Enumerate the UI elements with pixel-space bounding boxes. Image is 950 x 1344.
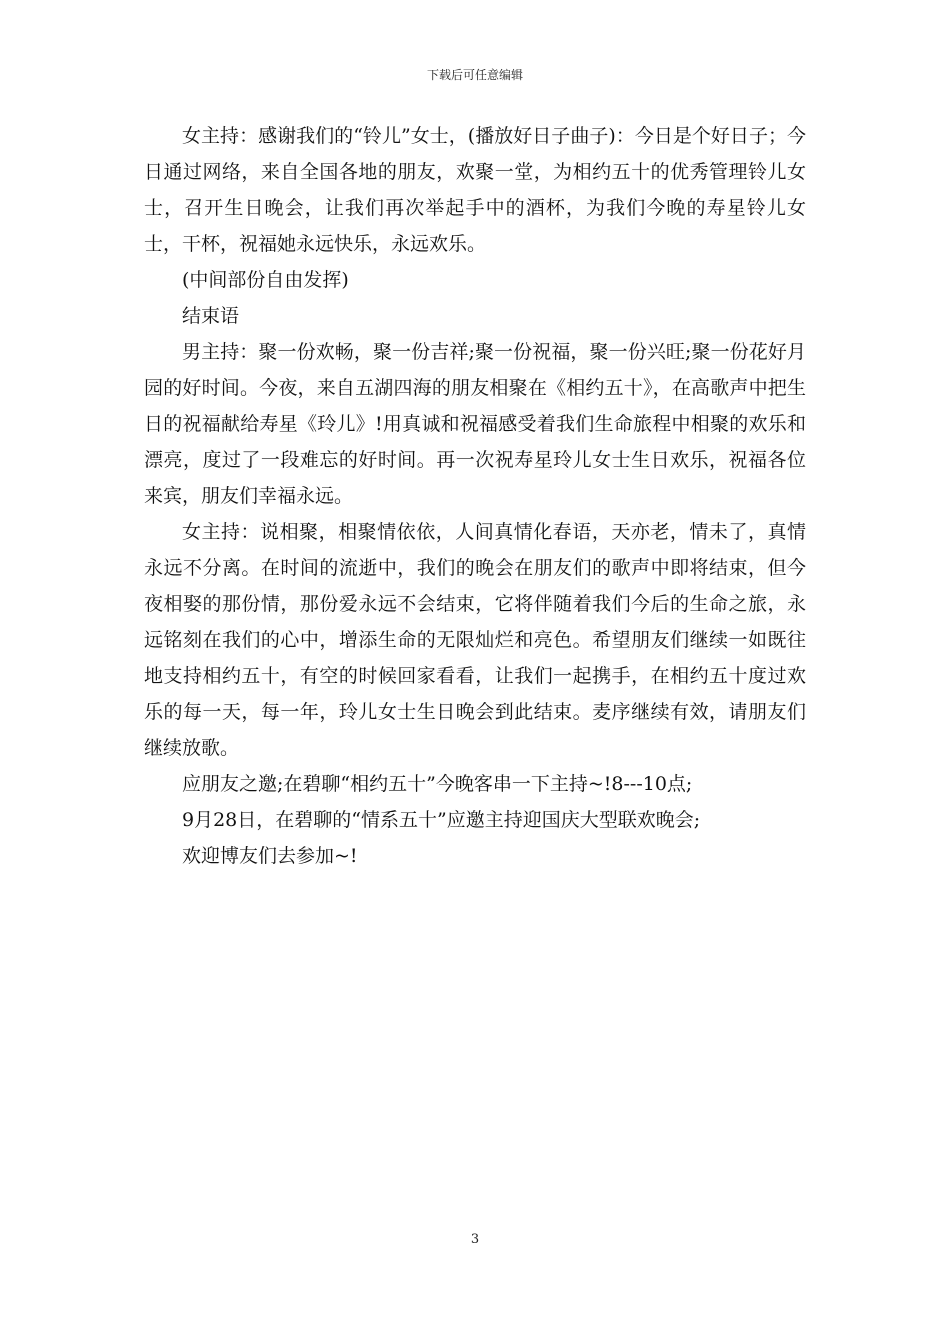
page-number: 3 — [470, 1232, 480, 1247]
paragraph-national-day-note: 9月28日，在碧聊的“情系五十”应邀主持迎国庆大型联欢晚会; — [182, 809, 701, 831]
paragraph-female-host-toast: 女主持：感谢我们的“铃儿”女士，(播放好日子曲子)：今日是个好日子；今日通过网络，来自全国各地的朋友，欢聚一堂，为相约五十的优秀管理铃儿女士，召开生日晚会，让我们再次举起手中的酒杯，为我们今晚的寿星铃儿女士，干杯，祝福她永远快乐，永远欢乐。 — [144, 125, 806, 255]
paragraph-female-host-closing: 女主持：说相聚，相聚情依依，人间真情化春语，天亦老，情未了，真情永远不分离。在时间的流逝中，我们的晚会在朋友们的歌声中即将结束，但今夜相娶的那份情，那份爱永远不会结束，它将伴随着我们今后的生命之旅，永远铭刻在我们的心中，增添生命的无限灿烂和亮色。希望朋友们继续一如既往地支持相约五十，有空的时候回家看看，让我们一起携手，在相约五十度过欢乐的每一天，每一年，玲儿女士生日晚会到此结束。麦序继续有效，请朋友们继续放歌。 — [144, 521, 806, 759]
paragraph-free-play-note: (中间部份自由发挥) — [182, 269, 349, 291]
paragraph-male-host-closing: 男主持：聚一份欢畅，聚一份吉祥;聚一份祝福，聚一份兴旺;聚一份花好月园的好时间。今夜，来自五湖四海的朋友相聚在《相约五十》，在高歌声中把生日的祝福献给寿星《玲儿》!用真诚和祝福感受着我们生命旅程中相聚的欢乐和漂亮，度过了一段难忘的好时间。再一次祝寿星玲儿女士生日欢乐，祝福各位来宾，朋友们幸福永远。 — [144, 341, 806, 507]
paragraph-invitation-note: 应朋友之邀;在碧聊“相约五十”今晚客串一下主持~!8---10点; — [182, 773, 693, 795]
page-header: 下载后可任意编辑 — [426, 68, 523, 82]
paragraph-closing-heading: 结束语 — [182, 305, 240, 327]
paragraph-welcome-note: 欢迎博友们去参加~! — [182, 845, 358, 867]
document-body — [144, 118, 806, 874]
